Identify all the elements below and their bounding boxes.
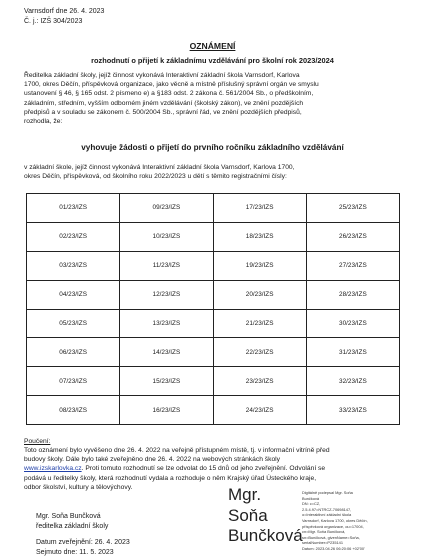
registration-number-cell: 14/23/IZS [120,338,213,367]
digital-signature-name [228,485,303,547]
table-row [27,222,400,251]
registration-number-cell: 30/23/IZS [306,309,399,338]
registration-number-cell: 23/23/IZS [213,367,306,396]
signature-detail-line: Digitálně podepsal Mgr. Soňa [302,490,353,495]
notice-heading: Poučení: [24,438,51,445]
registration-number-cell: 18/23/IZS [213,222,306,251]
notice-line: Toto oznámení bylo vyvěšeno dne 26. 4. 2022 na veřejně přístupném místě, tj. v informační vitríně před [24,447,330,454]
decision-heading: vyhovuje žádosti o přijetí do prvního ročníku základního vzdělávání [81,143,344,152]
registration-number-cell: 13/23/IZS [120,309,213,338]
registration-table [26,193,400,425]
registration-number-cell: 33/23/IZS [306,396,399,425]
table-row [27,396,400,425]
notice-line-rest: . Proti tomuto rozhodnutí se lze odvolat do 15 dnů od jeho zveřejnění. Odvolání se [81,465,326,473]
signature-detail-line: cn=Mgr. Soňa Bunčková, [302,529,346,535]
registration-number-cell: 16/23/IZS [120,396,213,425]
signature-line: Mgr. [228,485,262,504]
signature-detail-line: o=Interaktivní základní škola [302,512,352,518]
signatory-name: Mgr. Soňa Bunčková [36,513,101,520]
registration-number-cell: 22/23/IZS [213,338,306,367]
registration-number-cell: 24/23/IZS [213,396,306,425]
school-line: okres Děčín, příspěvková, od školního roku 2022/2023 u dětí s těmito registračními čísly: [24,173,287,181]
registration-number-cell: 09/23/IZS [120,194,213,223]
signature-detail-line: sn=Bunčková, givenName=Soňa, [302,534,360,540]
registration-number-cell: 26/23/IZS [306,222,399,251]
notice-line [24,464,402,473]
notice-paragraph [24,446,402,492]
signature-detail-line: 2.5.4.97=NTRCZ-70698147, [302,506,352,512]
registration-number-cell: 19/23/IZS [213,251,306,280]
registration-number-cell: 06/23/IZS [27,338,120,367]
signature-detail-line: Bunčková [302,495,320,501]
registration-number-cell: 21/23/IZS [213,309,306,338]
date-removed: Sejmuto dne: 11. 5. 2023 [36,549,114,556]
intro-paragraph [24,71,402,126]
signature-detail-line: serialNumber=P235141 [302,540,343,546]
date-published: Datum zveřejnění: 26. 4. 2023 [36,539,130,546]
document-title: OZNÁMENÍ [189,41,236,51]
registration-number-cell: 11/23/IZS [120,251,213,280]
school-website-link[interactable]: www.izskarlovka.cz [24,465,82,473]
registration-number-cell: 03/23/IZS [27,251,120,280]
registration-number-cell: 12/23/IZS [120,280,213,309]
notice-line: budovy školy. Dále bylo také zveřejněno dne 26. 4. 2022 na webových stránkách školy [24,456,281,464]
digital-signature-details [302,490,417,552]
notice-line: podává u ředitelky školy, která rozhodnutí vydala a rozhoduje o něm Krajský úřad Ústeckého kraje, [24,474,317,482]
document-subtitle: rozhodnutí o přijetí k základnímu vzdělávání pro školní rok 2023/2024 [91,56,334,65]
notice-line: odbor školství, kultury a tělovýchovy. [24,483,133,491]
table-row [27,367,400,396]
registration-number-cell: 01/23/IZS [27,194,120,223]
table-row [27,280,400,309]
registration-number-cell: 27/23/IZS [306,251,399,280]
table-row [27,194,400,223]
place-date: Varnsdorf dne 26. 4. 2023 [24,8,105,15]
intro-line: předpisů a v souladu se zákonem č. 500/2004 Sb., správní řád, ve znění pozdějších předpisů, [24,108,302,116]
school-line: v základní škole, jejíž činnost vykonává Interaktivní základní škola Varnsdorf, Karlova 1700, [24,164,295,171]
registration-number-cell: 32/23/IZS [306,367,399,396]
table-row [27,251,400,280]
signature-detail-line: příspěvková organizace, ou=17004, [302,523,364,529]
registration-number-cell: 04/23/IZS [27,280,120,309]
registration-number-cell: 10/23/IZS [120,222,213,251]
intro-line: ustanovení § 46, § 165 odst. 2 písmeno e) a §183 odst. 2 zákona č. 561/2004 Sb., o předškolním, [24,90,314,98]
registration-number-cell: 25/23/IZS [306,194,399,223]
registration-number-cell: 17/23/IZS [213,194,306,223]
reference-number: Č. j.: IZŠ 304/2023 [24,18,83,25]
registration-number-cell: 28/23/IZS [306,280,399,309]
signature-detail-line: Datum: 2023.04.26 06:20:06 +02'00' [302,545,365,551]
intro-line: základním, středním, vyšším odborném jiném vzdělávání (školský zákon), ve znění pozdějších [24,99,304,107]
table-row [27,338,400,367]
registration-number-cell: 31/23/IZS [306,338,399,367]
intro-line: Ředitelka základní školy, jejíž činnost vykonává Interaktivní základní škola Varnsdorf, Karlova [24,72,300,79]
signature-detail-line: DN: c=CZ, [302,501,321,507]
signature-line: Bunčková [228,526,303,545]
table-row [27,309,400,338]
intro-line: rozhodla, že: [24,118,63,126]
registration-number-cell: 15/23/IZS [120,367,213,396]
registration-number-cell: 20/23/IZS [213,280,306,309]
signature-line: Soňa [228,505,268,525]
registration-number-cell: 05/23/IZS [27,309,120,338]
registration-number-cell: 08/23/IZS [27,396,120,425]
registration-number-cell: 07/23/IZS [27,367,120,396]
registration-number-cell: 02/23/IZS [27,222,120,251]
school-paragraph [24,163,402,181]
signatory-role: ředitelka základní školy [36,523,109,530]
intro-line: 1700, okres Děčín, příspěvková organizace, jako věcně a místně příslušný správní orgán ve smyslu [24,81,319,89]
signature-detail-line: Varnsdorf, Karlova 1700, okres Děčín, [302,517,368,523]
